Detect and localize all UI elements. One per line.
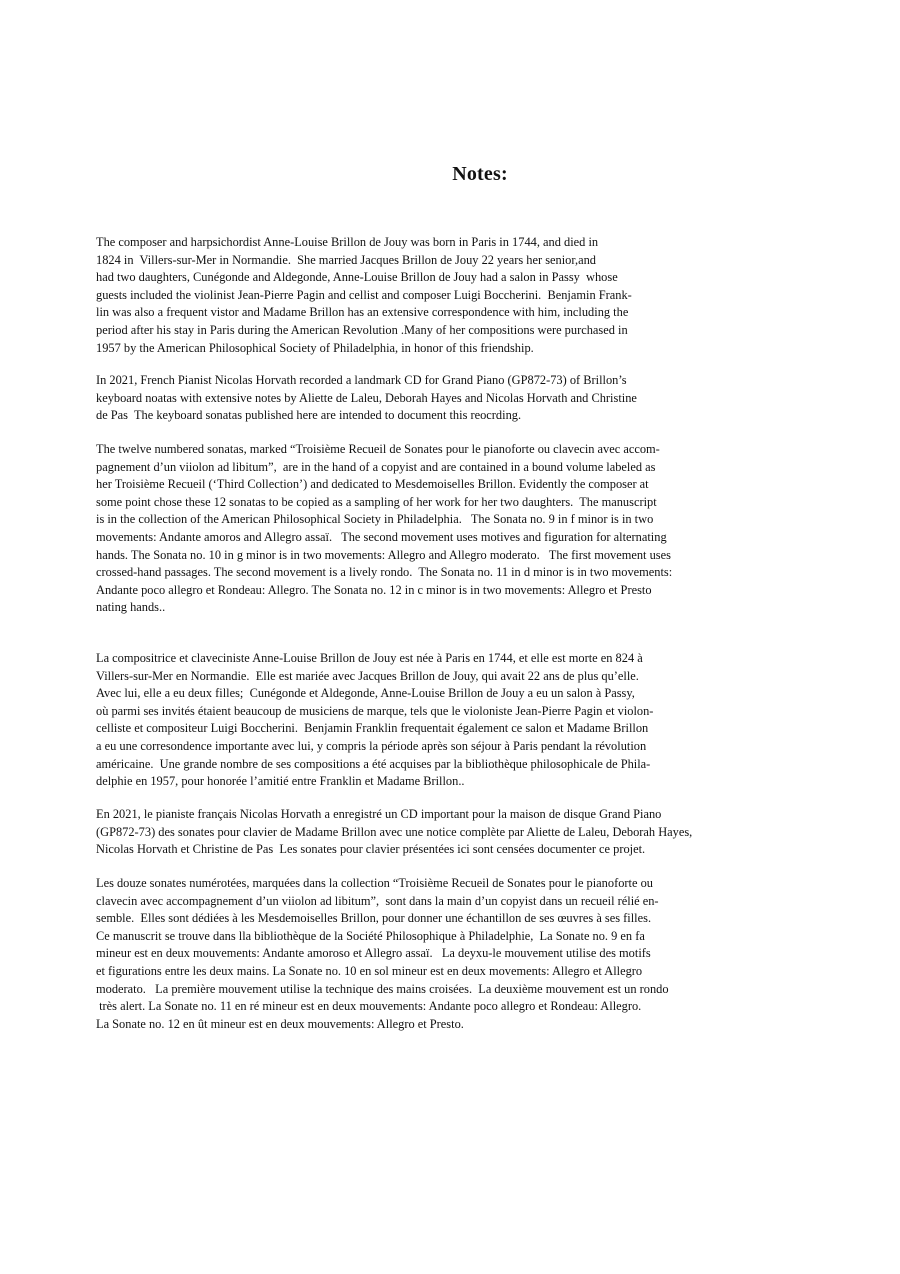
text-line: Villers-sur-Mer en Normandie. Elle est mariée avec Jacques Brillon de Jouy, qui avait 22 ans de plus qu’elle. bbox=[96, 668, 639, 683]
text-line: pagnement d’un viiolon ad libitum”, are in the hand of a copyist and are contained in a bound volume labeled as bbox=[96, 459, 656, 474]
text-line: Andante poco allegro et Rondeau: Allegro. The Sonata no. 12 in c minor is in two movements: Allegro et Presto bbox=[96, 582, 652, 597]
text-line: mineur est en deux mouvements: Andante amoroso et Allegro assaï. La deyxu-le mouvement utilise des motifs bbox=[96, 946, 651, 961]
page-title: Notes: bbox=[452, 163, 508, 185]
text-line: américaine. Une grande nombre de ses compositions a été acquises par la bibliothèque philosophicale de Phila- bbox=[96, 756, 651, 771]
text-line: is in the collection of the American Philosophical Society in Philadelphia. The Sonata no. 9 in f minor is in two bbox=[96, 512, 654, 527]
text-line: très alert. La Sonate no. 11 en ré mineur est en deux mouvements: Andante poco allegro et Rondeau: Allegro. bbox=[96, 999, 642, 1014]
text-line: her Troisième Recueil (‘Third Collection’) and dedicated to Mesdemoiselles Brillon. Evidently the composer at bbox=[96, 477, 649, 492]
text-line: et figurations entre les deux mains. La Sonate no. 10 en sol mineur est en deux movements: Allegro et Allegro bbox=[96, 963, 643, 978]
text-line: keyboard noatas with extensive notes by Aliette de Laleu, Deborah Hayes and Nicolas Horvath and Christine bbox=[96, 390, 637, 405]
text-line: The twelve numbered sonatas, marked “Troisième Recueil de Sonates pour le pianoforte ou clavecin avec accom- bbox=[96, 442, 660, 456]
text-line: delphie en 1957, pour honorée l’amitié entre Franklin et Madame Brillon.. bbox=[96, 774, 465, 789]
text-line: En 2021, le pianiste français Nicolas Horvath a enregistré un CD important pour la maison de disque Grand Piano bbox=[96, 807, 662, 821]
text-line: 1957 by the American Philosophical Society of Philadelphia, in honor of this friendship. bbox=[96, 340, 534, 355]
text-line: Nicolas Horvath et Christine de Pas Les sonates pour clavier présentées ici sont censées documenter ce projet. bbox=[96, 842, 646, 857]
text-line: Les douze sonates numérotées, marquées dans la collection “Troisième Recueil de Sonates pour le pianoforte ou bbox=[96, 876, 653, 890]
text-line: lin was also a frequent vistor and Madame Brillon has an extensive correspondence with him, including the bbox=[96, 305, 629, 320]
text-line: In 2021, French Pianist Nicolas Horvath recorded a landmark CD for Grand Piano (GP872-73) of Brillon’s bbox=[96, 373, 627, 387]
text-line: Avec lui, elle a eu deux filles; Cunégonde et Aldegonde, Anne-Louise Brillon de Jouy a eu un salon à Passy, bbox=[96, 686, 635, 701]
text-line: some point chose these 12 sonatas to be copied as a sampling of her work for her two daughters. The manuscript bbox=[96, 494, 657, 509]
text-line: guests included the violinist Jean-Pierre Pagin and cellist and composer Luigi Boccherini. Benjamin Frank- bbox=[96, 287, 632, 302]
text-line: (GP872-73) des sonates pour clavier de Madame Brillon avec une notice complète par Aliette de Laleu, Deborah Hayes, bbox=[96, 824, 693, 839]
text-line: 1824 in Villers-sur-Mer in Normandie. She married Jacques Brillon de Jouy 22 years her senior,and bbox=[96, 252, 596, 267]
text-line: clavecin avec accompagnement d’un viiolon ad libitum”, sont dans la main d’un copyist dans un recueil rélié en- bbox=[96, 893, 659, 908]
english-paragraph-biography bbox=[96, 234, 632, 357]
english-paragraph-sonatas bbox=[96, 441, 672, 617]
text-line: Ce manuscrit se trouve dans lla bibliothèque de la Société Philosophique à Philadelphie, La Sonate no. 9 en fa bbox=[96, 928, 645, 943]
french-paragraph-recording bbox=[96, 806, 692, 859]
text-line: nating hands.. bbox=[96, 600, 166, 615]
french-paragraph-biography bbox=[96, 650, 653, 791]
text-line: a eu une corresondence importante avec lui, y compris la période après son séjour à Paris pendant la révolution bbox=[96, 738, 647, 753]
text-line: semble. Elles sont dédiées à les Mesdemoiselles Brillon, pour donner une échantillon de ses œuvres à ses filles. bbox=[96, 911, 652, 926]
text-line: où parmi ses invités étaient beaucoup de musiciens de marque, tels que le violoniste Jean-Pierre Pagin et violon- bbox=[96, 703, 654, 718]
text-line: movements: Andante amoros and Allegro assaï. The second movement uses motives and figuration for alternating bbox=[96, 529, 667, 544]
text-line: period after his stay in Paris during the American Revolution .Many of her compositions were purchased in bbox=[96, 322, 628, 337]
text-line: celliste et compositeur Luigi Boccherini. Benjamin Franklin frequentait également ce salon et Madame Brillon bbox=[96, 721, 649, 736]
english-paragraph-recording bbox=[96, 372, 637, 425]
text-line: La compositrice et claveciniste Anne-Louise Brillon de Jouy est née à Paris en 1744, et elle est morte en 824 à bbox=[96, 651, 643, 665]
text-line: The composer and harpsichordist Anne-Louise Brillon de Jouy was born in Paris in 1744, and died in bbox=[96, 235, 599, 249]
text-line: crossed-hand passages. The second movement is a lively rondo. The Sonata no. 11 in d minor is in two movements: bbox=[96, 565, 673, 580]
text-line: had two daughters, Cunégonde and Aldegonde, Anne-Louise Brillon de Jouy had a salon in Passy whose bbox=[96, 270, 618, 285]
text-line: La Sonate no. 12 en ût mineur est en deux mouvements: Allegro et Presto. bbox=[96, 1016, 464, 1031]
french-paragraph-sonatas bbox=[96, 875, 669, 1033]
text-line: de Pas The keyboard sonatas published here are intended to document this reocrding. bbox=[96, 408, 522, 423]
text-line: moderato. La première mouvement utilise la technique des mains croisées. La deuxième mouvement est un rondo bbox=[96, 981, 669, 996]
text-line: hands. The Sonata no. 10 in g minor is in two movements: Allegro and Allegro moderato. The first movement uses bbox=[96, 547, 671, 562]
